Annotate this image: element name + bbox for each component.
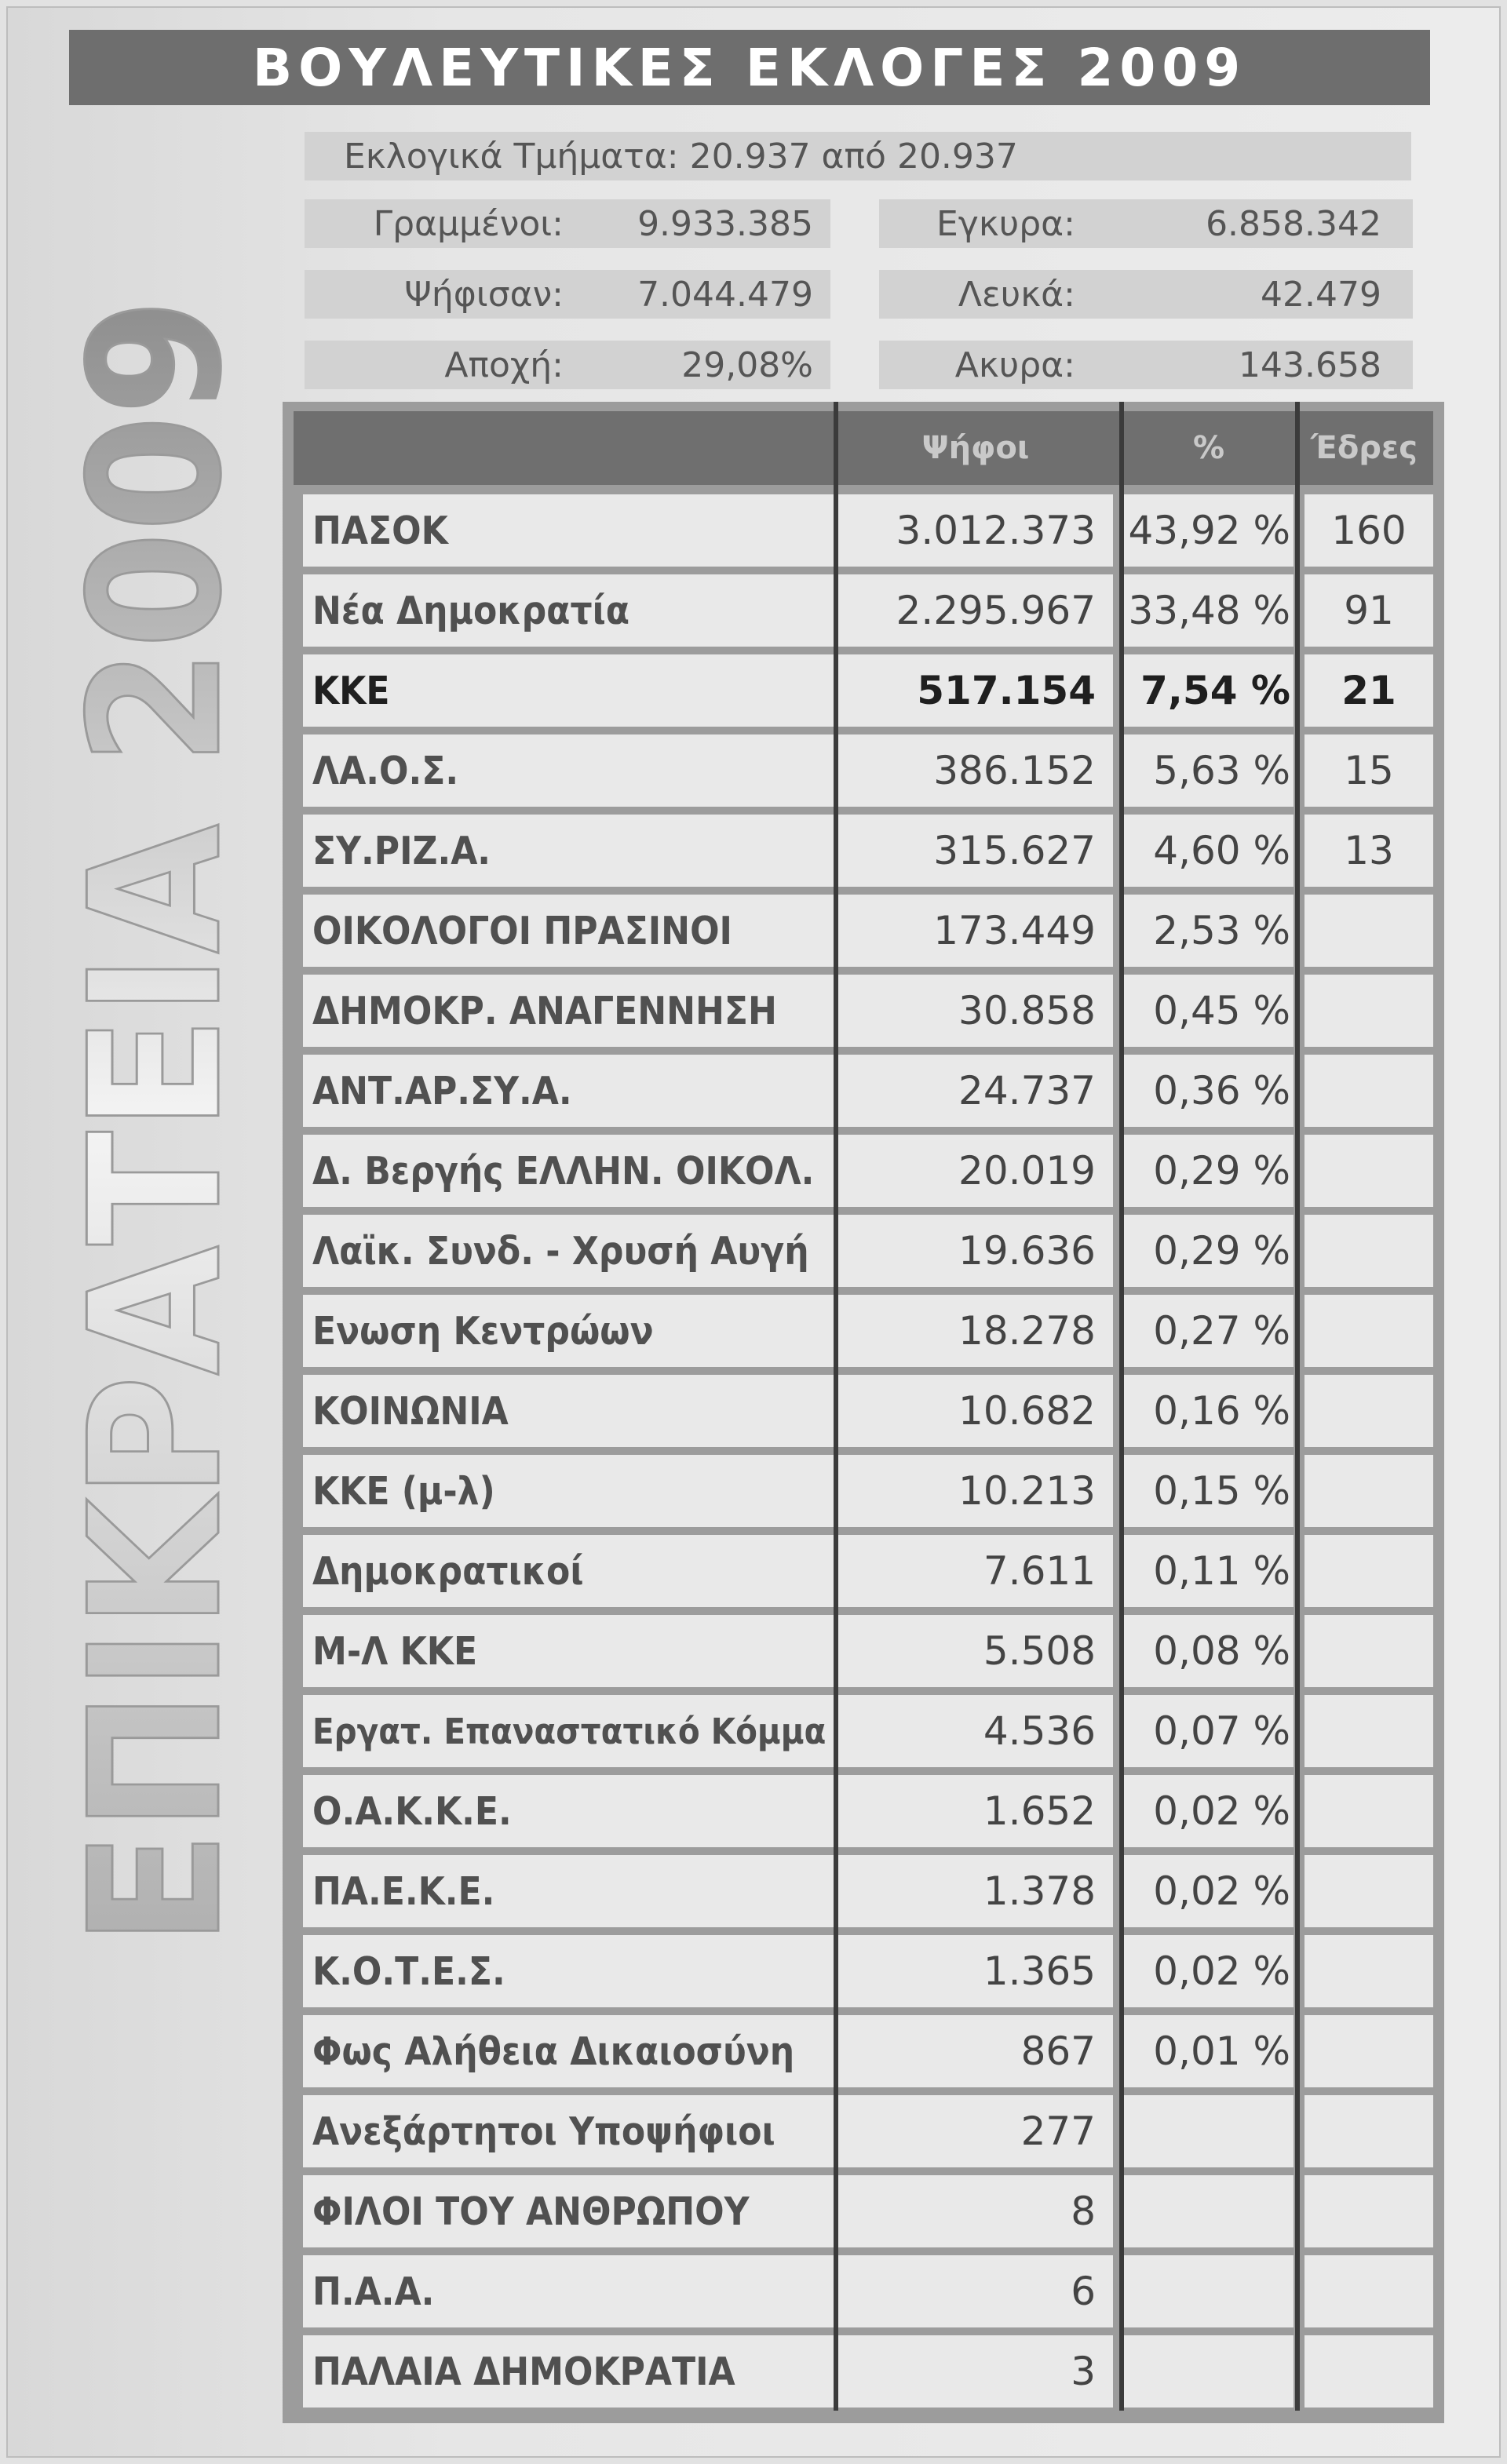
table-row [294,973,1433,1053]
votes-cell: 19.636 [838,1215,1113,1287]
pct-cell: 0,11 % [1124,1535,1294,1607]
side-label-text: ΕΠΙΚΡΑΤΕΙΑ 2009 [52,174,261,1946]
pct-cell [1124,2095,1294,2167]
party-name: Ο.Α.Κ.Κ.Ε. [303,1775,834,1847]
invalid-stat [879,341,1413,389]
votes-cell: 386.152 [838,734,1113,807]
results-table [283,402,1444,2423]
table-row [294,1853,1433,1934]
pct-header: % [1192,430,1225,466]
seats-cell [1304,1455,1433,1527]
blank-stat [879,270,1413,319]
pct-cell: 0,02 % [1124,1775,1294,1847]
votes-cell: 18.278 [838,1295,1113,1367]
table-row [294,813,1433,893]
votes-cell: 867 [838,2015,1113,2087]
table-body [294,493,1433,2414]
votes-cell: 20.019 [838,1135,1113,1207]
pct-cell: 0,36 % [1124,1055,1294,1127]
table-row [294,733,1433,813]
seats-cell [1304,1775,1433,1847]
party-header [294,411,838,485]
party-name: Φως Αλήθεια Δικαιοσύνη [303,2015,834,2087]
seats-cell [1304,1855,1433,1927]
party-name: ΣΥ.ΡΙΖ.Α. [303,815,834,887]
pct-cell: 0,29 % [1124,1135,1294,1207]
abstention-value: 29,08% [681,344,813,385]
party-name: ΚΚΕ (μ-λ) [303,1455,834,1527]
pct-cell [1124,2255,1294,2327]
votes-cell: 6 [838,2255,1113,2327]
abstention-stat [305,341,830,389]
votes-cell: 3 [838,2335,1113,2408]
seats-cell [1304,1695,1433,1767]
votes-cell: 1.652 [838,1775,1113,1847]
table-row [294,2014,1433,2094]
pct-cell: 5,63 % [1124,734,1294,807]
table-row [294,1934,1433,2014]
seats-cell [1304,1935,1433,2007]
pct-cell: 2,53 % [1124,895,1294,967]
table-row [294,1293,1433,1373]
pct-cell: 0,29 % [1124,1215,1294,1287]
pct-cell [1124,2175,1294,2247]
table-row [294,1373,1433,1453]
votes-cell: 8 [838,2175,1113,2247]
invalid-value: 143.658 [1239,344,1381,385]
party-name: Μ-Λ ΚΚΕ [303,1615,834,1687]
party-name: Ενωση Κεντρώων [303,1295,834,1367]
party-name: Νέα Δημοκρατία [303,574,834,647]
title-banner [69,30,1430,105]
party-name: Λαϊκ. Συνδ. - Χρυσή Αυγή [303,1215,834,1287]
party-name: Π.Α.Α. [303,2255,834,2327]
party-name: Εργατ. Επαναστατικό Κόμμα [303,1695,834,1767]
table-row [294,893,1433,973]
valid-stat [879,199,1413,248]
party-name: ΠΑΛΑΙΑ ΔΗΜΟΚΡΑΤΙΑ [303,2335,834,2408]
party-name: Ανεξάρτητοι Υποψήφιοι [303,2095,834,2167]
table-header [294,411,1433,485]
sections-text: Εκλογικά Τμήματα: 20.937 από 20.937 [344,136,1018,177]
party-name: ΚΚΕ [303,654,834,727]
table-row [294,653,1433,733]
pct-cell [1124,2335,1294,2408]
votes-cell: 30.858 [838,975,1113,1047]
votes-cell: 1.378 [838,1855,1113,1927]
valid-value: 6.858.342 [1206,203,1381,244]
blank-label: Λευκά: [958,274,1075,315]
seats-cell [1304,1535,1433,1607]
table-row [294,1693,1433,1773]
pct-cell: 0,02 % [1124,1935,1294,2007]
table-row [294,493,1433,573]
seats-cell [1304,895,1433,967]
seats-header: Έδρες [1311,430,1418,466]
registered-value: 9.933.385 [637,203,813,244]
invalid-label: Ακυρα: [954,344,1075,385]
party-name: Δημοκρατικοί [303,1535,834,1607]
registered-stat [305,199,830,248]
valid-label: Εγκυρα: [936,203,1075,244]
table-row [294,1453,1433,1533]
votes-cell: 7.611 [838,1535,1113,1607]
table-row [294,2334,1433,2414]
seats-cell [1304,1615,1433,1687]
votes-cell: 315.627 [838,815,1113,887]
pct-cell: 0,45 % [1124,975,1294,1047]
abstention-label: Αποχή: [444,344,564,385]
seats-cell [1304,1135,1433,1207]
pct-cell: 43,92 % [1124,494,1294,567]
table-row [294,1773,1433,1853]
votes-cell: 10.213 [838,1455,1113,1527]
table-row [294,1213,1433,1293]
side-label [52,174,261,1962]
pct-cell: 7,54 % [1124,654,1294,727]
pct-cell: 33,48 % [1124,574,1294,647]
seats-cell [1304,2255,1433,2327]
votes-cell: 173.449 [838,895,1113,967]
pct-cell: 0,02 % [1124,1855,1294,1927]
seats-cell [1304,2175,1433,2247]
seats-cell [1304,1295,1433,1367]
page-title: ΒΟΥΛΕΥΤΙΚΕΣ ΕΚΛΟΓΕΣ 2009 [252,37,1247,98]
votes-cell: 2.295.967 [838,574,1113,647]
table-row [294,1533,1433,1613]
seats-cell [1304,1215,1433,1287]
sections-counted [305,132,1411,180]
votes-cell: 277 [838,2095,1113,2167]
table-row [294,2174,1433,2254]
voted-stat [305,270,830,319]
seats-cell [1304,975,1433,1047]
pct-cell: 0,16 % [1124,1375,1294,1447]
table-row [294,2094,1433,2174]
seats-cell [1304,1055,1433,1127]
voted-label: Ψήφισαν: [404,274,564,315]
party-name: ΛΑ.Ο.Σ. [303,734,834,807]
seats-cell [1304,2095,1433,2167]
pct-cell: 0,07 % [1124,1695,1294,1767]
table-row [294,1133,1433,1213]
party-name: ΚΟΙΝΩΝΙΑ [303,1375,834,1447]
table-row [294,1613,1433,1693]
votes-cell: 5.508 [838,1615,1113,1687]
party-name: Κ.Ο.Τ.Ε.Σ. [303,1935,834,2007]
votes-cell: 4.536 [838,1695,1113,1767]
pct-cell: 4,60 % [1124,815,1294,887]
table-row [294,2254,1433,2334]
pct-cell: 0,15 % [1124,1455,1294,1527]
seats-cell: 13 [1304,815,1433,887]
table-row [294,573,1433,653]
table-row [294,1053,1433,1133]
votes-cell: 1.365 [838,1935,1113,2007]
party-name: ΠΑΣΟΚ [303,494,834,567]
votes-cell: 517.154 [838,654,1113,727]
seats-cell: 160 [1304,494,1433,567]
registered-label: Γραμμένοι: [373,203,564,244]
voted-value: 7.044.479 [637,274,813,315]
party-name: ΠΑ.Ε.Κ.Ε. [303,1855,834,1927]
pct-cell: 0,27 % [1124,1295,1294,1367]
votes-cell: 10.682 [838,1375,1113,1447]
party-name: ΟΙΚΟΛΟΓΟΙ ΠΡΑΣΙΝΟΙ [303,895,834,967]
seats-cell: 21 [1304,654,1433,727]
pct-cell: 0,01 % [1124,2015,1294,2087]
seats-cell: 91 [1304,574,1433,647]
votes-cell: 3.012.373 [838,494,1113,567]
pct-cell: 0,08 % [1124,1615,1294,1687]
seats-cell [1304,2335,1433,2408]
seats-cell [1304,1375,1433,1447]
party-name: ΔΗΜΟΚΡ. ΑΝΑΓΕΝΝΗΣΗ [303,975,834,1047]
party-name: ΦΙΛΟΙ ΤΟΥ ΑΝΘΡΩΠΟΥ [303,2175,834,2247]
seats-cell [1304,2015,1433,2087]
seats-cell: 15 [1304,734,1433,807]
party-name: ΑΝΤ.ΑΡ.ΣΥ.Α. [303,1055,834,1127]
party-name: Δ. Βεργής ΕΛΛΗΝ. ΟΙΚΟΛ. [303,1135,834,1207]
votes-header: Ψήφοι [921,430,1030,466]
blank-value: 42.479 [1261,274,1381,315]
votes-cell: 24.737 [838,1055,1113,1127]
